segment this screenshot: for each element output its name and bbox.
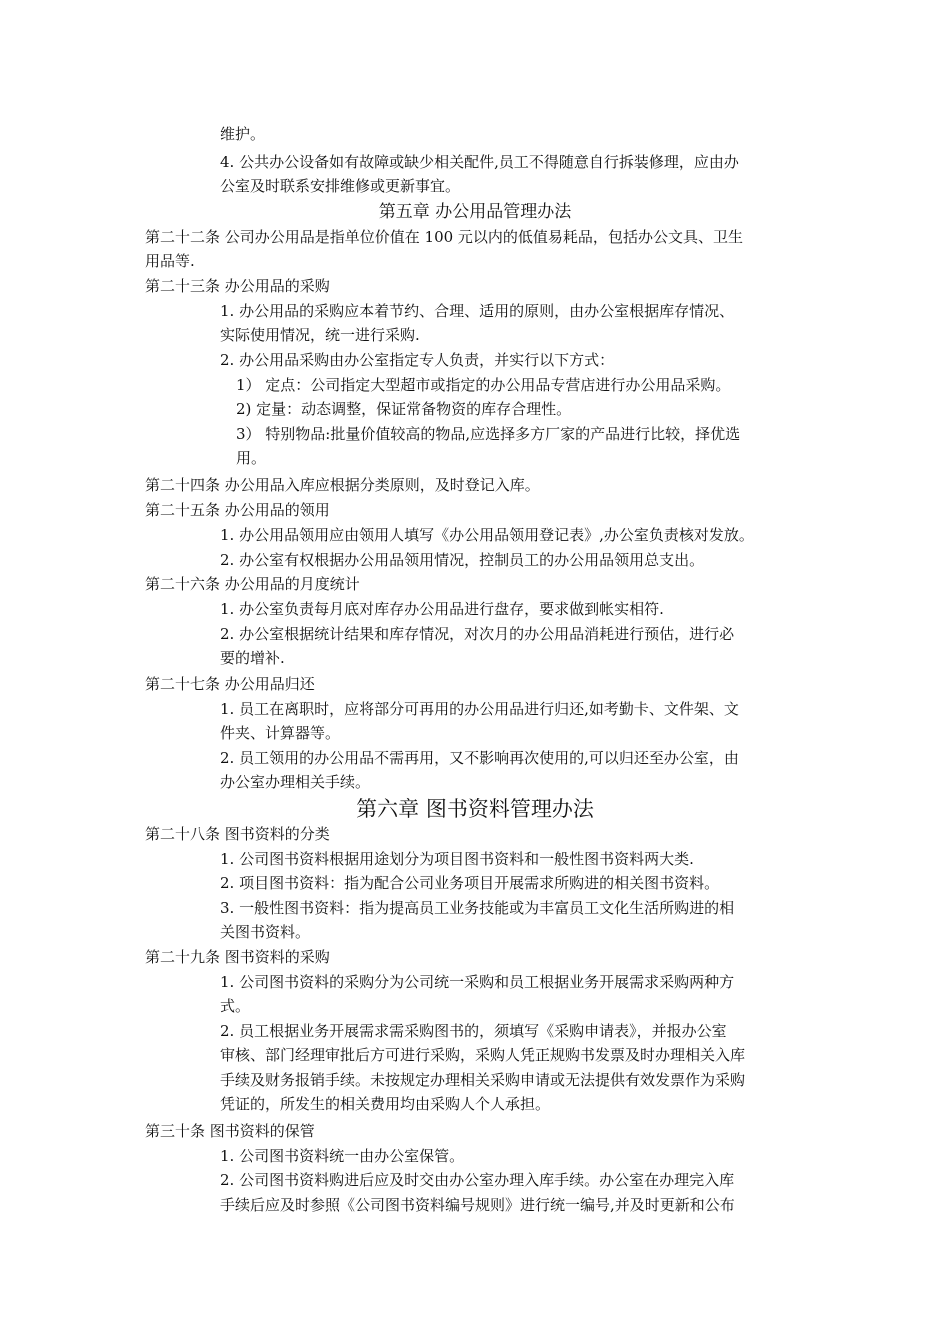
article-30-heading: 第三十条 图书资料的保管 — [145, 1122, 315, 1140]
article-26-heading: 第二十六条 办公用品的月度统计 — [145, 575, 360, 593]
sub-list-item: 2) 定量：动态调整，保证常备物资的库存合理性。 — [236, 400, 572, 418]
continuation-text: 维护。 — [220, 125, 266, 143]
list-item-continuation: 关图书资料。 — [220, 923, 311, 941]
list-item-continuation: 式。 — [220, 997, 251, 1015]
list-item: 2. 办公室有权根据办公用品领用情况，控制员工的办公用品领用总支出。 — [220, 551, 705, 569]
list-item-continuation: 实际使用情况，统一进行采购. — [220, 326, 420, 344]
article-23-heading: 第二十三条 办公用品的采购 — [145, 277, 330, 295]
list-item: 2. 项目图书资料：指为配合公司业务项目开展需求所购进的相关图书资料。 — [220, 874, 720, 892]
sub-list-item: 1） 定点：公司指定大型超市或指定的办公用品专营店进行办公用品采购。 — [236, 376, 731, 394]
article-22-continuation: 用品等. — [145, 252, 195, 270]
list-item-continuation: 要的增补. — [220, 649, 285, 667]
article-27-heading: 第二十七条 办公用品归还 — [145, 675, 315, 693]
chapter5-title: 第五章 办公用品管理办法 — [378, 202, 572, 222]
list-item: 2. 办公室根据统计结果和库存情况，对次月的办公用品消耗进行预估，进行必 — [220, 625, 735, 643]
chapter6-title: 第六章 图书资料管理办法 — [356, 797, 594, 821]
article-28-heading: 第二十八条 图书资料的分类 — [145, 825, 330, 843]
list-item: 1. 员工在离职时，应将部分可再用的办公用品进行归还,如考勤卡、文件架、文 — [220, 700, 739, 718]
list-item: 2. 公司图书资料购进后应及时交由办公室办理入库手续。办公室在办理完入库 — [220, 1171, 735, 1189]
list-item: 2. 员工根据业务开展需求需采购图书的，须填写《采购申请表》，并报办公室 — [220, 1022, 727, 1040]
list-item: 1. 公司图书资料根据用途划分为项目图书资料和一般性图书资料两大类. — [220, 850, 694, 868]
list-item-continuation: 件夹、计算器等。 — [220, 724, 341, 742]
article-22: 第二十二条 公司办公用品是指单位价值在 100 元以内的低值易耗品，包括办公文具、卫生 — [145, 228, 743, 246]
list-item: 1. 办公用品领用应由领用人填写《办公用品领用登记表》,办公室负责核对发放。 — [220, 526, 754, 544]
list-item-continuation: 审核、部门经理审批后方可进行采购，采购人凭正规购书发票及时办理相关入库 — [220, 1046, 746, 1064]
list-item: 4. 公共办公设备如有故障或缺少相关配件,员工不得随意自行拆装修理，应由办 — [220, 153, 739, 171]
article-29-heading: 第二十九条 图书资料的采购 — [145, 948, 330, 966]
article-25-heading: 第二十五条 办公用品的领用 — [145, 501, 330, 519]
list-item-continuation: 手续及财务报销手续。未按规定办理相关采购申请或无法提供有效发票作为采购 — [220, 1071, 746, 1089]
list-item-continuation: 公室及时联系安排维修或更新事宜。 — [220, 177, 461, 195]
list-item-continuation: 手续后应及时参照《公司图书资料编号规则》进行统一编号,并及时更新和公布 — [220, 1196, 735, 1214]
list-item: 1. 办公室负责每月底对库存办公用品进行盘存，要求做到帐实相符. — [220, 600, 664, 618]
list-item: 1. 公司图书资料的采购分为公司统一采购和员工根据业务开展需求采购两种方 — [220, 973, 735, 991]
list-item: 1. 公司图书资料统一由办公室保管。 — [220, 1147, 465, 1165]
list-item: 1. 办公用品的采购应本着节约、合理、适用的原则，由办公室根据库存情况、 — [220, 302, 735, 320]
sub-list-item-continuation: 用。 — [236, 449, 267, 467]
sub-list-item: 3） 特别物品:批量价值较高的物品,应选择多方厂家的产品进行比较，择优选 — [236, 425, 741, 443]
list-item: 2. 办公用品采购由办公室指定专人负责，并实行以下方式： — [220, 351, 615, 369]
list-item: 3. 一般性图书资料：指为提高员工业务技能或为丰富员工文化生活所购进的相 — [220, 899, 735, 917]
article-24: 第二十四条 办公用品入库应根据分类原则，及时登记入库。 — [145, 476, 540, 494]
list-item: 2. 员工领用的办公用品不需再用，又不影响再次使用的,可以归还至办公室，由 — [220, 749, 739, 767]
list-item-continuation: 办公室办理相关手续。 — [220, 773, 371, 791]
list-item-continuation: 凭证的，所发生的相关费用均由采购人个人承担。 — [220, 1095, 551, 1113]
